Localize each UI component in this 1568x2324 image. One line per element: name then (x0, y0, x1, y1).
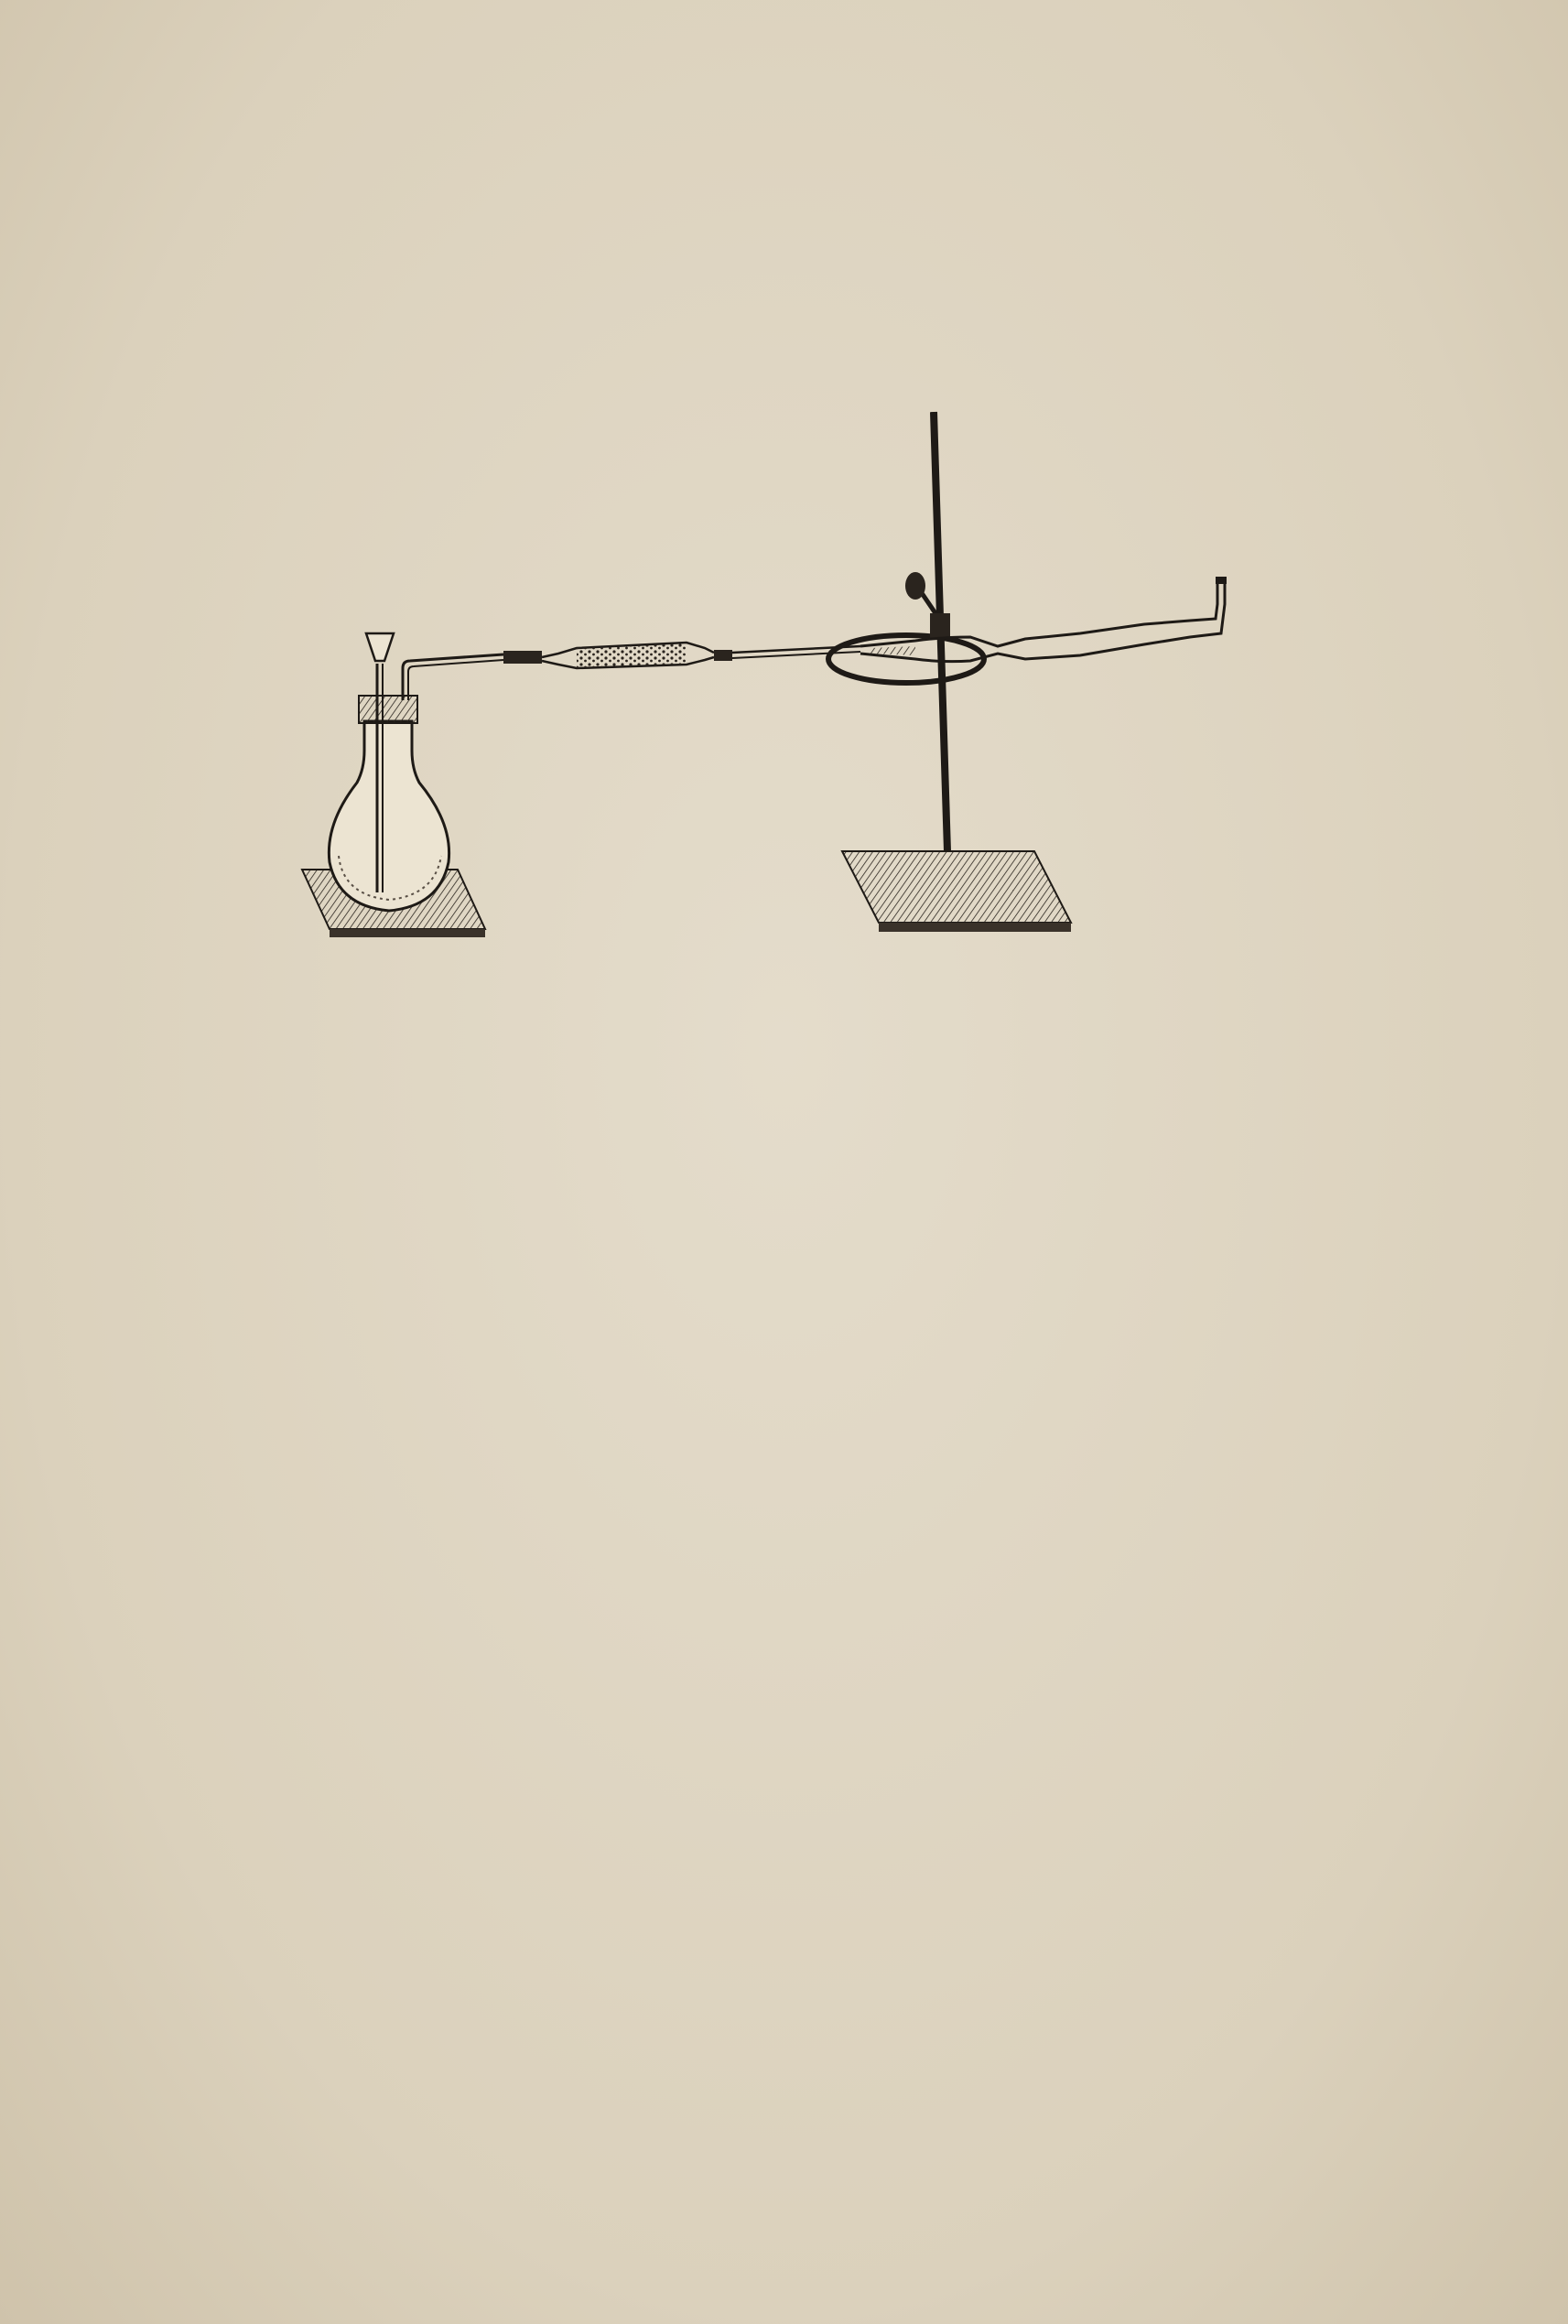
flask-a (329, 633, 503, 911)
marsh-apparatus-illustration (275, 394, 1281, 979)
figure-marsh-apparatus (275, 394, 1281, 979)
drying-tube-b (503, 643, 860, 668)
ring-stand (828, 412, 1071, 932)
